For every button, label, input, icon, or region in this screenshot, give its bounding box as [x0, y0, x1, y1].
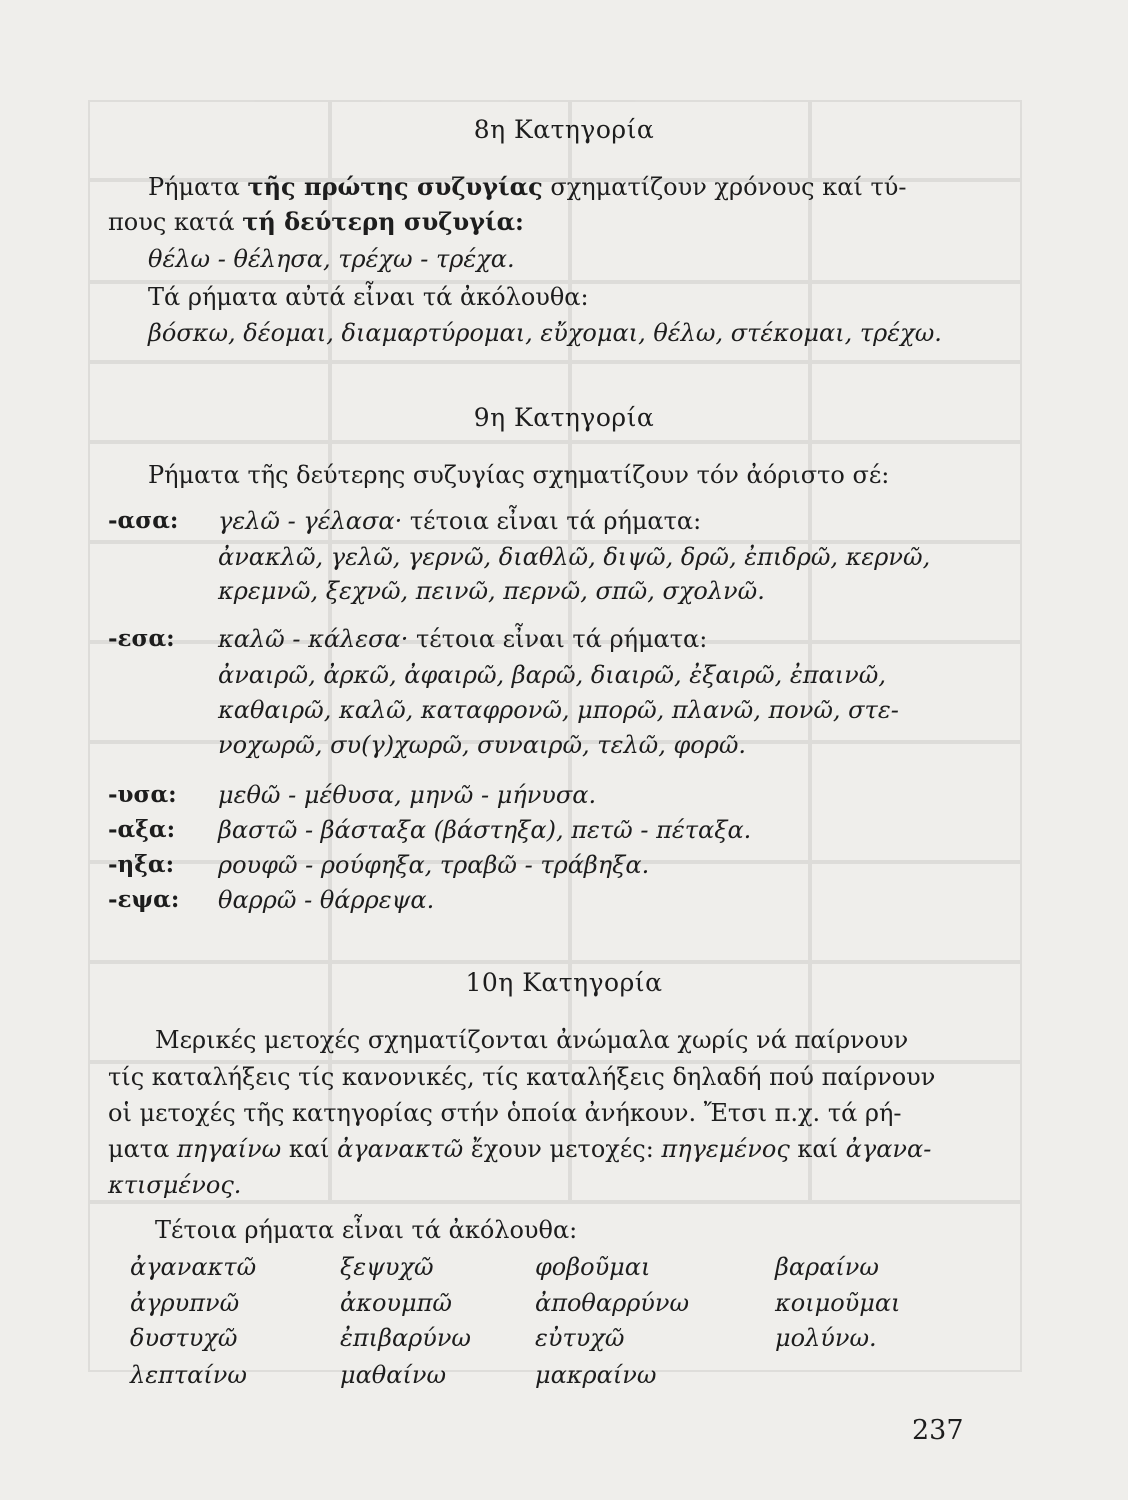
ysa-examples: μεθῶ - μέθυσα, μηνῶ - μήνυσα.	[218, 781, 597, 809]
cat8-intro-line-2: πους κατά τή δεύτερη συζυγία:	[108, 207, 524, 236]
verb-cell: ἀποθαρρύνω	[535, 1289, 690, 1317]
epsa-examples: θαρρῶ - θάρρεψα.	[218, 886, 435, 914]
esa-verb-list-3: νοχωρῶ, συ(γ)χωρῶ, συναιρῶ, τελῶ, φορῶ.	[218, 731, 747, 759]
cat8-list-intro: Τά ρήματα αὐτά εἶναι τά ἀκόλουθα:	[148, 283, 589, 311]
suffix-ysa: -υσα:	[108, 781, 177, 808]
cat8-intro-line-1: Ρήματα τῆς πρώτης συζυγίας σχηματίζουν χρόνους καί τύ-	[148, 172, 907, 201]
cat8-verb-list: βόσκω, δέομαι, διαμαρτύρομαι, εὔχομαι, θέλω, στέκομαι, τρέχω.	[148, 319, 942, 347]
cat10-para-line-5: κτισμένος.	[108, 1171, 242, 1199]
asa-verb-list-1: ἀνακλῶ, γελῶ, γερνῶ, διαθλῶ, διψῶ, δρῶ, ἐπιδρῶ, κερνῶ,	[218, 543, 931, 571]
verb-cell: μαθαίνω	[340, 1361, 447, 1389]
suffix-iksa: -ηξα:	[108, 851, 175, 878]
suffix-esa: -εσα:	[108, 625, 175, 652]
asa-verb-list-2: κρεμνῶ, ξεχνῶ, πεινῶ, περνῶ, σπῶ, σχολνῶ.	[218, 577, 765, 605]
cat10-para-line-4: ματα πηγαίνω καί ἀγανακτῶ ἔχουν μετοχές: πηγεμένος καί ἀγανα-	[108, 1135, 932, 1163]
cat10-para-line-2: τίς καταλήξεις τίς κανονικές, τίς καταλήξεις δηλαδή πού παίρνουν	[108, 1063, 936, 1091]
esa-verb-list-1: ἀναιρῶ, ἀρκῶ, ἀφαιρῶ, βαρῶ, διαιρῶ, ἐξαιρῶ, ἐπαινῶ,	[218, 661, 886, 689]
verb-cell: ἀγρυπνῶ	[130, 1289, 240, 1317]
cat10-para-line-1: Μερικές μετοχές σχηματίζονται ἀνώμαλα χωρίς νά παίρνουν	[155, 1026, 909, 1054]
suffix-aksa: -αξα:	[108, 816, 176, 843]
verb-cell: βαραίνω	[775, 1253, 879, 1281]
verb-cell: εὐτυχῶ	[535, 1324, 625, 1352]
suffix-asa: -ασα:	[108, 507, 179, 534]
page-number: 237	[912, 1415, 964, 1446]
verb-cell: μακραίνω	[535, 1361, 657, 1389]
verb-cell: λεπταίνω	[130, 1361, 247, 1389]
aksa-examples: βαστῶ - βάσταξα (βάστηξα), πετῶ - πέταξα.	[218, 816, 752, 844]
category-9-heading: 9η Κατηγορία	[473, 403, 655, 432]
verb-cell: μολύνω.	[775, 1324, 877, 1352]
verb-cell: κοιμοῦμαι	[775, 1289, 901, 1317]
cat10-para-line-3: οἱ μετοχές τῆς κατηγορίας στήν ὁποία ἀνήκουν. Ἔτσι π.χ. τά ρή-	[108, 1099, 902, 1127]
verb-cell: ἀγανακτῶ	[130, 1253, 257, 1281]
verb-cell: ἐπιβαρύνω	[340, 1324, 472, 1352]
category-10-heading: 10η Κατηγορία	[465, 968, 663, 997]
suffix-epsa: -εψα:	[108, 886, 180, 913]
verb-cell: ἀκουμπῶ	[340, 1289, 452, 1317]
category-8-heading: 8η Κατηγορία	[473, 115, 655, 144]
verb-cell: ξεψυχῶ	[340, 1253, 434, 1281]
esa-verb-list-2: καθαιρῶ, καλῶ, καταφρονῶ, μπορῶ, πλανῶ, πονῶ, στε-	[218, 696, 899, 724]
verb-cell: δυστυχῶ	[130, 1324, 238, 1352]
iksa-examples: ρουφῶ - ρούφηξα, τραβῶ - τράβηξα.	[218, 851, 650, 879]
esa-example-line: καλῶ - κάλεσα· τέτοια εἶναι τά ρήματα:	[218, 625, 708, 653]
verb-cell: φοβοῦμαι	[535, 1253, 651, 1281]
cat9-intro: Ρήματα τῆς δεύτερης συζυγίας σχηματίζουν τόν ἀόριστο σέ:	[148, 461, 890, 489]
asa-example-line: γελῶ - γέλασα· τέτοια εἶναι τά ρήματα:	[218, 507, 702, 535]
cat10-list-intro: Τέτοια ρήματα εἶναι τά ἀκόλουθα:	[155, 1216, 578, 1244]
cat8-examples: θέλω - θέλησα, τρέχω - τρέχα.	[148, 245, 515, 273]
